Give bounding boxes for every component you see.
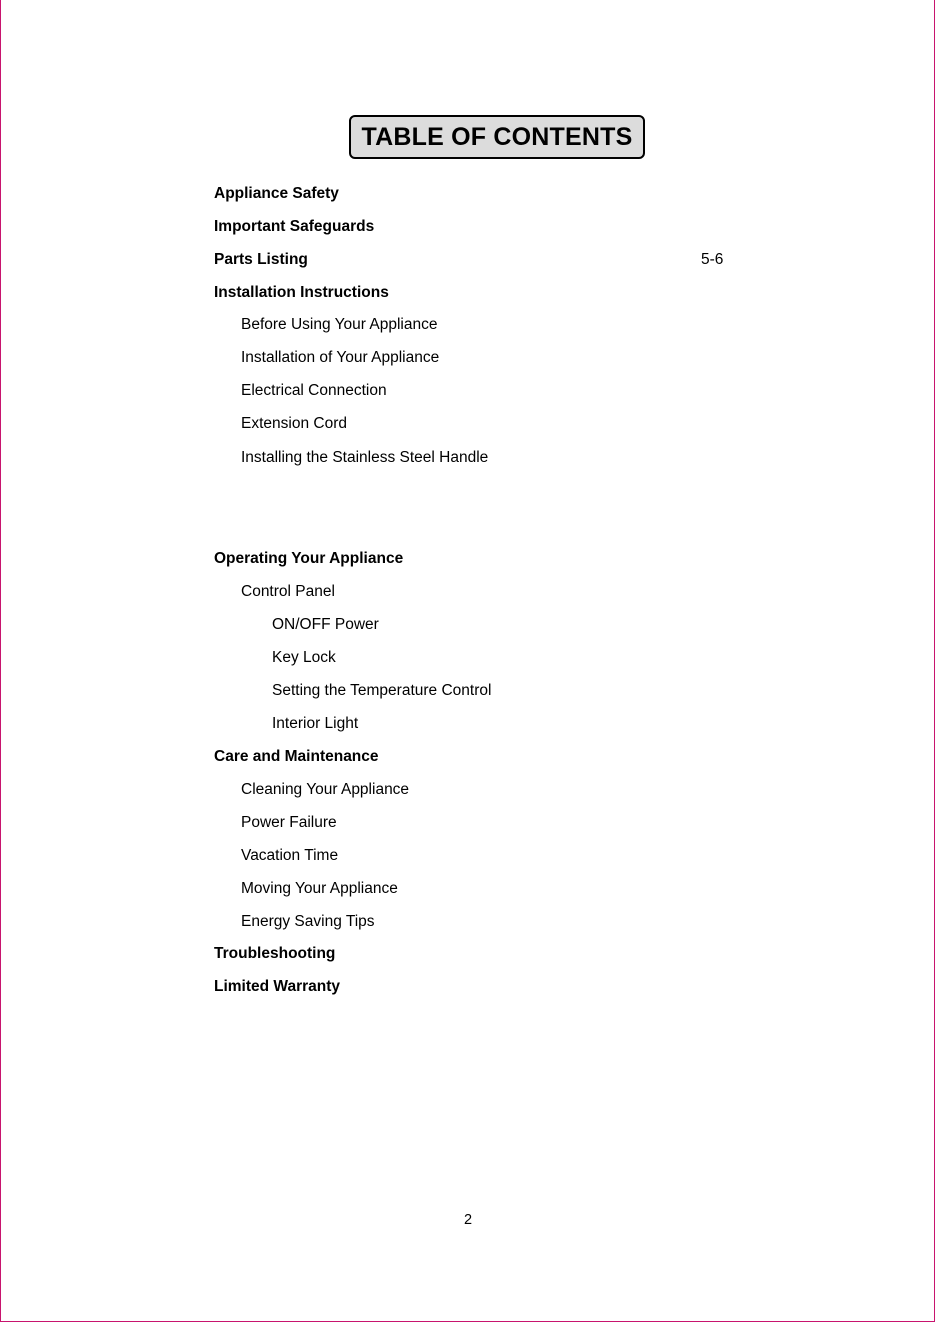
toc-entry: Cleaning Your Appliance [241, 781, 410, 798]
toc-entry: Moving Your Appliance [241, 880, 398, 897]
page-number: 2 [464, 1212, 473, 1228]
toc-entry: ON/OFF Power [272, 616, 379, 633]
toc-entry: Before Using Your Appliance [241, 316, 438, 333]
toc-entry: Troubleshooting [214, 945, 336, 962]
toc-entry: Care and Maintenance [214, 748, 379, 765]
toc-entry: Installation Instructions [214, 284, 389, 301]
toc-entry: Control Panel [241, 583, 335, 600]
toc-entry: Parts Listing [214, 251, 308, 268]
toc-entry: Energy Saving Tips [241, 913, 375, 930]
toc-entry: Interior Light [272, 715, 359, 732]
toc-entry: Important Safeguards [214, 218, 375, 235]
toc-entry: Setting the Temperature Control [272, 682, 492, 699]
toc-page-ref: 5-6 [701, 251, 724, 268]
toc-entry: Limited Warranty [214, 978, 341, 995]
toc-entry: Appliance Safety [214, 185, 339, 202]
toc-entry: Installing the Stainless Steel Handle [241, 449, 489, 466]
toc-entry: Key Lock [272, 649, 336, 666]
toc-entry: Electrical Connection [241, 382, 387, 399]
toc-entry: Vacation Time [241, 847, 339, 864]
toc-entry: Power Failure [241, 814, 337, 831]
page-title: TABLE OF CONTENTS [349, 115, 645, 159]
toc-entry: Installation of Your Appliance [241, 349, 440, 366]
toc-entry: Operating Your Appliance [214, 550, 404, 567]
toc-entry: Extension Cord [241, 415, 347, 432]
